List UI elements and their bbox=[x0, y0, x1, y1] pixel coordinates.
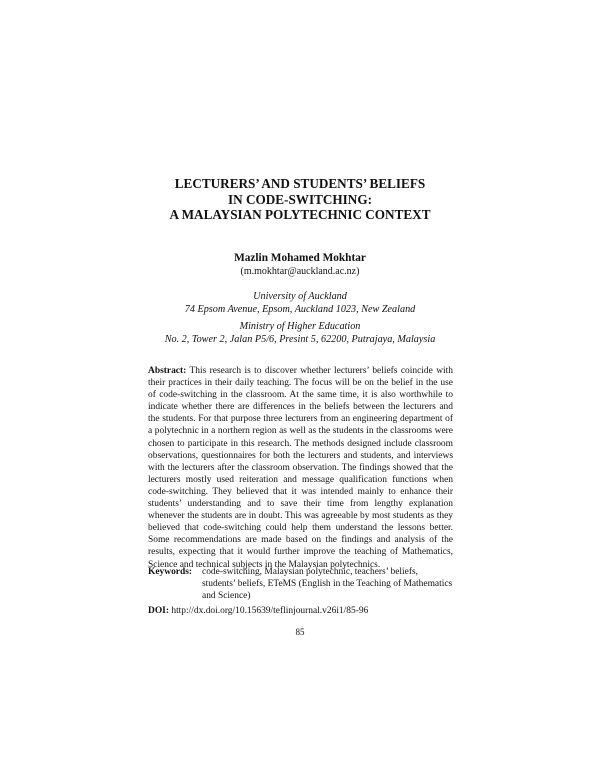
title-line-2: IN CODE-SWITCHING: bbox=[228, 191, 372, 207]
doi bbox=[148, 605, 453, 617]
keywords-text: code-switching, Malaysian polytechnic, teachers’ beliefs, students’ beliefs, ETeMS (English in the Teaching of Mathematics and Science) bbox=[202, 567, 453, 602]
keywords-label: Keywords: bbox=[148, 567, 193, 577]
affiliation-2-name: Ministry of Higher Education bbox=[239, 321, 361, 332]
affiliation-2 bbox=[0, 320, 600, 346]
affiliation-1-address: 74 Epsom Avenue, Epsom, Auckland 1023, New Zealand bbox=[184, 304, 416, 316]
author-name: Mazlin Mohamed Mokhtar bbox=[234, 252, 366, 264]
doi-label: DOI: bbox=[148, 606, 169, 616]
doi-link[interactable]: http://dx.doi.org/10.15639/teflinjournal.v26i1/85-96 bbox=[171, 606, 369, 616]
abstract-label: Abstract: bbox=[148, 366, 187, 376]
page-number: 85 bbox=[295, 627, 305, 637]
keywords bbox=[148, 566, 453, 602]
title-line-1: LECTURERS’ AND STUDENTS’ BELIEFS bbox=[174, 176, 426, 191]
paper-title bbox=[0, 176, 600, 223]
affiliation-1 bbox=[0, 290, 600, 316]
affiliation-2-address: No. 2, Tower 2, Jalan P5/6, Presint 5, 62200, Putrajaya, Malaysia bbox=[164, 334, 436, 346]
title-line-3: A MALAYSIAN POLYTECHNIC CONTEXT bbox=[169, 207, 431, 222]
abstract-text: This research is to discover whether lecturers’ beliefs coincide with their practices in their daily teaching. The focus will be on the belief in the use of code-switching in the classroom. At the same time, it is also worthwhile to indicate whether there are differences in the beliefs between the lecturers and the students. For that purpose three lecturers from an engineering department of a polytechnic in a northern region as well as the students in the classrooms were chosen to participate in this research. The methods designed include classroom observations, questionnaires for both the lecturers and students, and interviews with the lecturers after the classroom observation. The findings showed that the lecturers mostly used reiteration and message qualification functions when code-switching. They believed that it was intended mainly to enhance their students’ understanding and to save their time from lengthy explanation whenever the students are in doubt. This was agreeable by most students as they believed that code-switching could help them understand the lessons better. Some recommendations are made based on the findings and analysis of the results, expecting that it would further improve the teaching of Mathematics, Science and technical subjects in the Malaysian polytechnics. bbox=[148, 366, 453, 570]
affiliation-1-name: University of Auckland bbox=[253, 291, 347, 302]
author-email: (m.mokhtar@auckland.ac.nz) bbox=[240, 266, 360, 277]
abstract bbox=[148, 365, 453, 571]
